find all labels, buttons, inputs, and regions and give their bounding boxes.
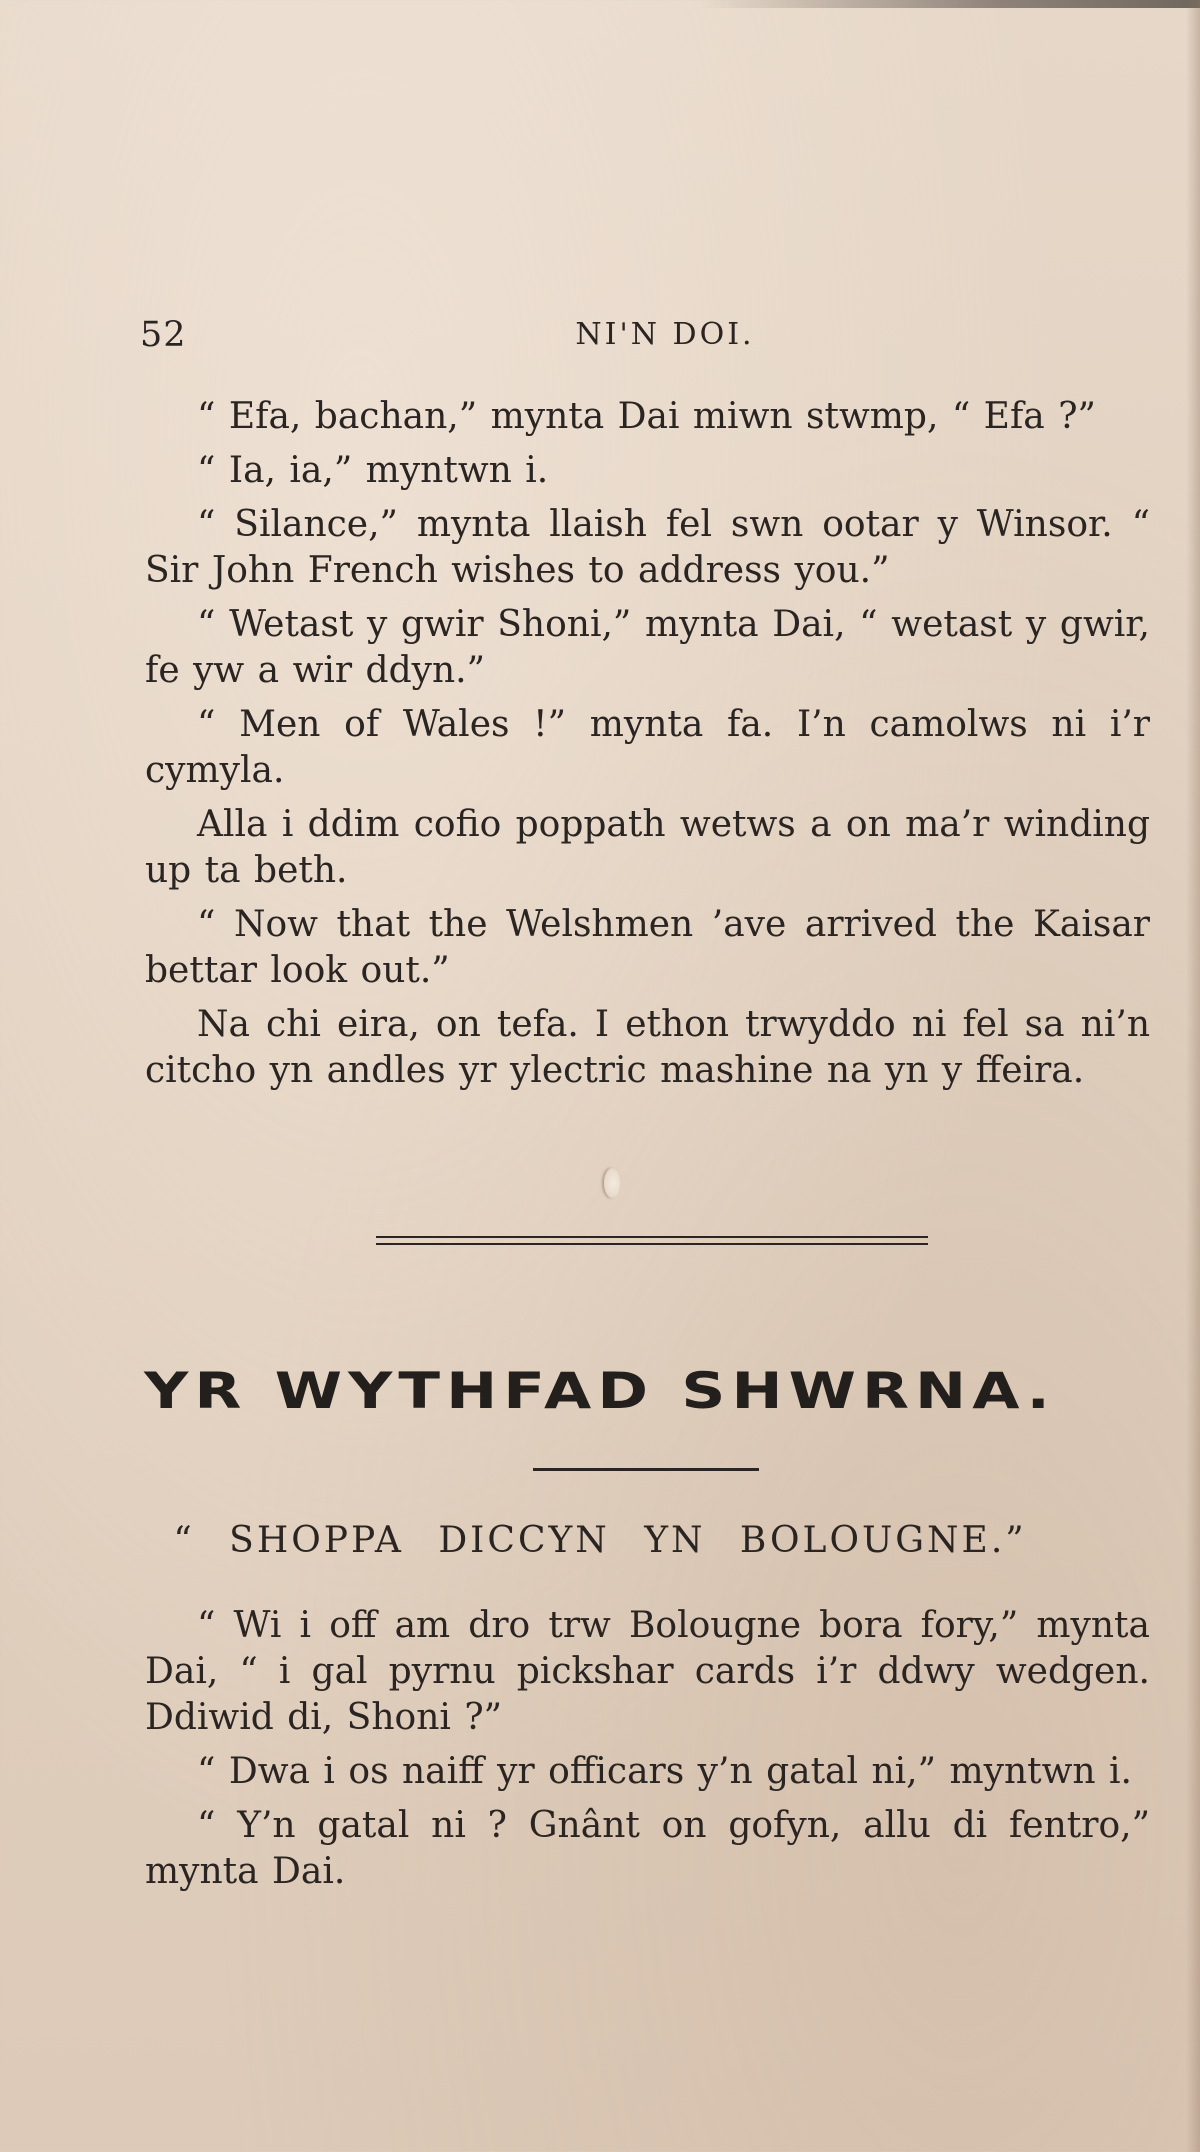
running-title: NI'N DOI. bbox=[575, 317, 755, 352]
paragraph: Alla i ddim cofio poppath wetws a on ma’r winding up ta beth. bbox=[145, 804, 1150, 891]
paragraph: “ Now that the Welshmen ’ave arrived the Kaisar bettar look out.” bbox=[145, 904, 1150, 991]
paragraph: “ Men of Wales !” mynta fa. I’n camolws ni i’r cymyla. bbox=[145, 704, 1150, 791]
paragraph: Na chi eira, on tefa. I ethon trwyddo ni fel sa ni’n citcho yn andles yr ylectric mashine na yn y ffeira. bbox=[145, 1004, 1150, 1091]
chapter-title: YR WYTHFAD SHWRNA. bbox=[144, 1362, 1056, 1420]
page-edge-shadow bbox=[1186, 0, 1200, 2152]
section-divider-double-rule bbox=[376, 1236, 928, 1245]
chapter-subtitle: “ SHOPPA DICCYN YN BOLOUGNE.” bbox=[173, 1520, 1027, 1561]
chapter-title-underline bbox=[533, 1468, 759, 1471]
page-number: 52 bbox=[140, 315, 187, 355]
paragraph: “ Dwa i os naiff yr officars y’n gatal ni,” myntwn i. bbox=[197, 1751, 1132, 1792]
paper-blemish bbox=[604, 1168, 620, 1198]
text-block-bottom bbox=[145, 1603, 1150, 1903]
page-top-shadow bbox=[700, 0, 1200, 8]
text-block-top bbox=[145, 394, 1150, 1102]
paragraph: “ Silance,” mynta llaish fel swn ootar y Winsor. “ Sir John French wishes to address you.” bbox=[145, 504, 1150, 591]
paragraph: “ Y’n gatal ni ? Gnânt on gofyn, allu di fentro,” mynta Dai. bbox=[145, 1805, 1150, 1892]
page-header bbox=[140, 315, 1150, 355]
paragraph: “ Ia, ia,” myntwn i. bbox=[197, 450, 549, 491]
paragraph: “ Wi i off am dro trw Bolougne bora fory,” mynta Dai, “ i gal pyrnu pickshar cards i’r ddwy wedgen. Ddiwid di, Shoni ?” bbox=[145, 1605, 1150, 1738]
paragraph: “ Wetast y gwir Shoni,” mynta Dai, “ wetast y gwir, fe yw a wir ddyn.” bbox=[145, 604, 1150, 691]
paragraph: “ Efa, bachan,” mynta Dai miwn stwmp, “ Efa ?” bbox=[197, 396, 1096, 437]
